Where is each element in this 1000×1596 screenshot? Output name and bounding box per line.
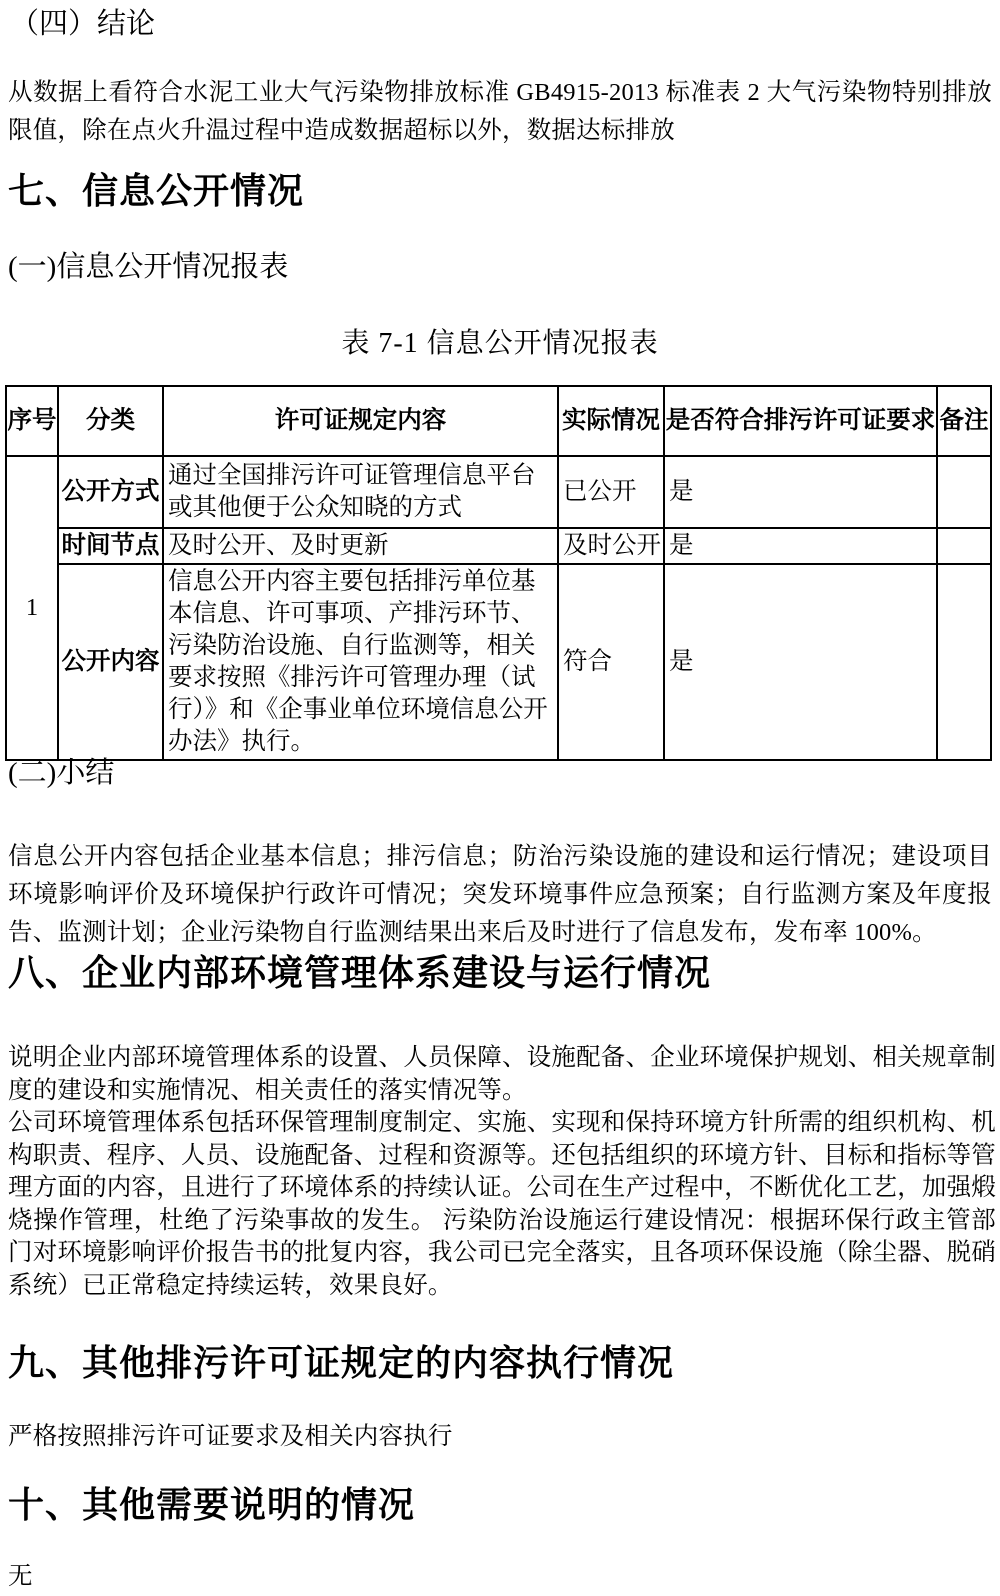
section8-para2: 公司环境管理体系包括环保管理制度制定、实施、实现和保持环境方针所需的组织机构、机构职责、程序、人员、设施配备、过程和资源等。还包括组织的环境方针、目标和指标等管理方面的内容，且进行了环境体系的持续认证。公司在生产过程中，不断优化工艺，加强煅烧操作管理，杜绝了污染事故的发生。 污染防治设施运行建设情况：根据环保行政主管部门对环境影响评价报告书的批复内容，我公司已完全落实，且各项环保设施（除尘器、脱硝系统）已正常稳定持续运转，效果良好。 (8, 1109, 996, 1299)
col-header-seq: 序号 (6, 386, 58, 456)
cell-category: 公开方式 (58, 456, 163, 528)
table-row (6, 528, 991, 564)
section10-heading: 十、其他需要说明的情况 (8, 1484, 416, 1525)
cell-actual: 及时公开 (558, 528, 664, 564)
section7-heading: 七、信息公开情况 (8, 170, 305, 211)
cell-actual: 符合 (558, 564, 664, 760)
cell-remark (937, 456, 991, 528)
section8-body (8, 1042, 996, 1302)
cell-actual: 已公开 (558, 456, 664, 528)
cell-remark (937, 564, 991, 760)
col-header-remark: 备注 (937, 386, 991, 456)
section7-subheading-summary: (二)小结 (8, 757, 115, 789)
cell-conform: 是 (664, 528, 937, 564)
col-header-requirement: 许可证规定内容 (163, 386, 558, 456)
cell-conform: 是 (664, 564, 937, 760)
section10-body: 无 (8, 1563, 33, 1590)
table-header-row (6, 386, 991, 456)
section7-subheading-report: (一)信息公开情况报表 (8, 251, 289, 283)
info-disclosure-table (5, 385, 992, 761)
cell-requirement: 及时公开、及时更新 (163, 528, 558, 564)
section9-body: 严格按照排污许可证要求及相关内容执行 (8, 1423, 453, 1450)
table-caption: 表 7-1 信息公开情况报表 (341, 328, 659, 359)
cell-seq-group: 1 (6, 456, 58, 760)
section8-heading: 八、企业内部环境管理体系建设与运行情况 (8, 952, 712, 993)
table-row (6, 564, 991, 760)
col-header-category: 分类 (58, 386, 163, 456)
col-header-conform: 是否符合排污许可证要求 (664, 386, 937, 456)
cell-requirement: 通过全国排污许可证管理信息平台或其他便于公众知晓的方式 (163, 456, 558, 528)
table-row (6, 456, 991, 528)
cell-requirement: 信息公开内容主要包括排污单位基本信息、许可事项、产排污环节、污染防治设施、自行监测等，相关要求按照《排污许可管理办理（试行）》和《企事业单位环境信息公开办法》执行。 (163, 564, 558, 760)
cell-conform: 是 (664, 456, 937, 528)
section8-para1: 说明企业内部环境管理体系的设置、人员保障、设施配备、企业环境保护规划、相关规章制度的建设和实施情况、相关责任的落实情况等。 (8, 1044, 996, 1104)
col-header-actual: 实际情况 (558, 386, 664, 456)
conclusion-body: 从数据上看符合水泥工业大气污染物排放标准 GB4915-2013 标准表 2 大气污染物特别排放限值，除在点火升温过程中造成数据超标以外，数据达标排放 (8, 79, 992, 144)
cell-category: 时间节点 (58, 528, 163, 564)
cell-category: 公开内容 (58, 564, 163, 760)
conclusion-heading: （四）结论 (10, 8, 156, 40)
cell-remark (937, 528, 991, 564)
section9-heading: 九、其他排污许可证规定的内容执行情况 (8, 1342, 675, 1383)
section7-summary: 信息公开内容包括企业基本信息；排污信息；防治污染设施的建设和运行情况；建设项目环境影响评价及环境保护行政许可情况；突发环境事件应急预案；自行监测方案及年度报告、监测计划；企业污染物自行监测结果出来后及时进行了信息发布，发布率 100%。 (8, 843, 992, 946)
